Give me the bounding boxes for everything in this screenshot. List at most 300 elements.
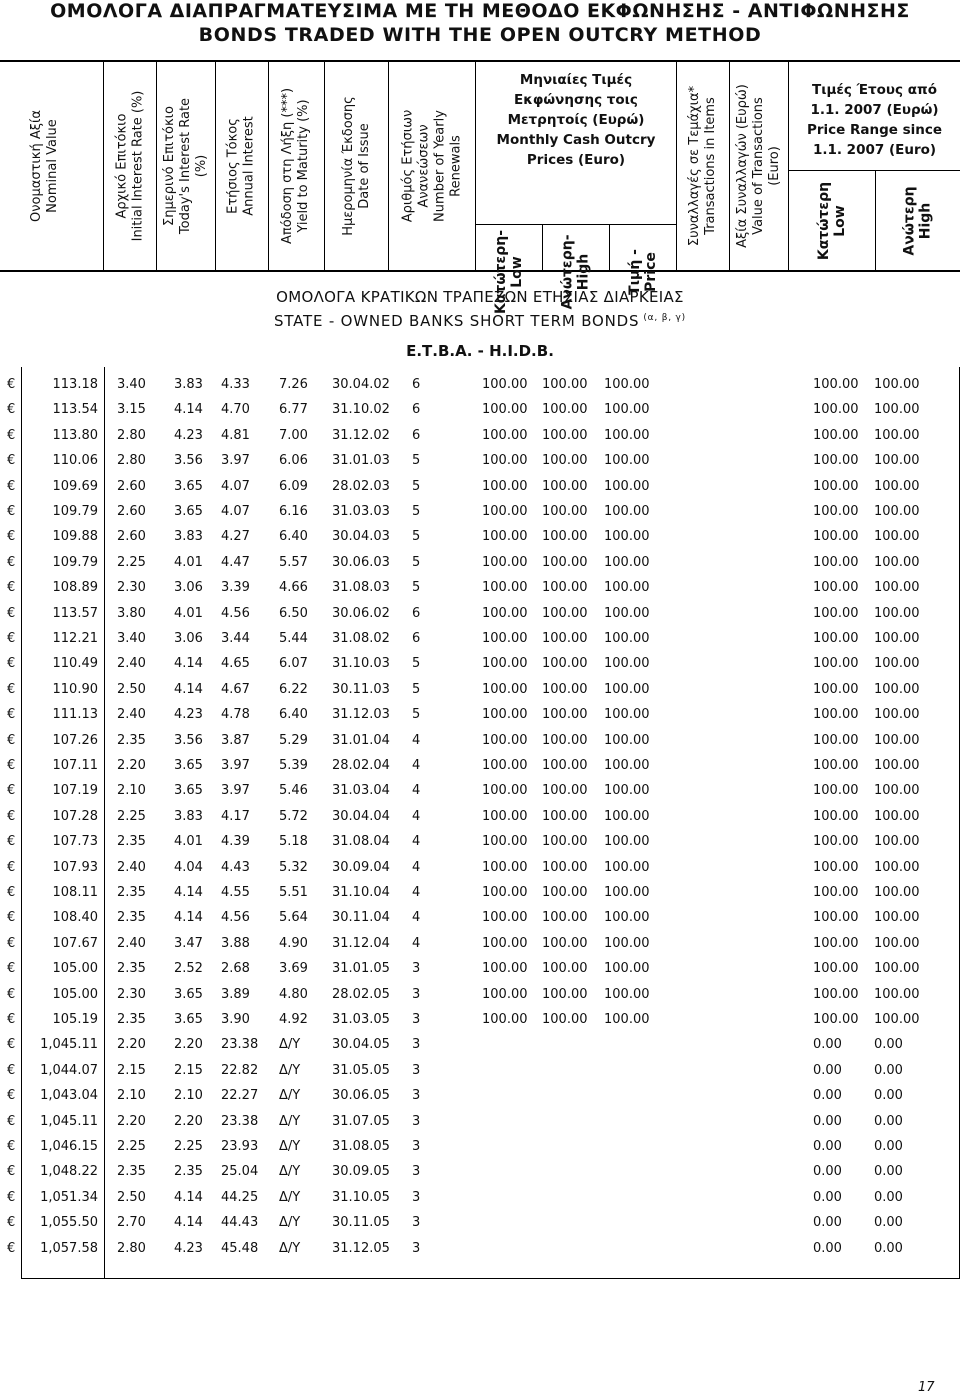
cell-renewals: 3 xyxy=(412,1164,421,1180)
cell-monthly-low: 100.00 xyxy=(482,504,528,519)
cell-annual-interest: 3.87 xyxy=(221,732,250,748)
cell-annual-interest: 4.43 xyxy=(221,859,250,875)
cell-annual-interest: 4.07 xyxy=(221,504,250,519)
cell-initial-rate: 2.40 xyxy=(117,656,146,672)
cell-initial-rate: 2.30 xyxy=(117,580,146,596)
cell-renewals: 6 xyxy=(412,631,421,646)
cell-monthly-high: 100.00 xyxy=(542,529,588,545)
euro-symbol: € xyxy=(7,1062,16,1078)
cell-yield: Δ/Υ xyxy=(279,1062,301,1078)
page-subtitle: BONDS TRADED WITH THE OPEN OUTCRY METHOD xyxy=(198,24,762,46)
cell-renewals: 5 xyxy=(412,529,421,545)
cell-todays-rate: 3.56 xyxy=(174,732,203,748)
cell-price: 100.00 xyxy=(604,1012,650,1027)
cell-year-high: 0.00 xyxy=(874,1113,903,1129)
cell-issue-date: 31.12.05 xyxy=(332,1240,390,1256)
cell-year-high: 100.00 xyxy=(874,453,920,469)
euro-symbol: € xyxy=(7,961,16,977)
cell-issue-date: 31.08.03 xyxy=(332,580,390,596)
cell-price: 100.00 xyxy=(604,402,650,418)
cell-nominal-value: 111.13 xyxy=(52,707,98,723)
cell-annual-interest: 3.89 xyxy=(221,986,250,1002)
table-row xyxy=(0,1209,960,1234)
euro-symbol: € xyxy=(7,1189,16,1205)
table-row xyxy=(0,1235,960,1260)
cell-year-low: 100.00 xyxy=(813,631,859,646)
cell-yield: 4.80 xyxy=(279,986,308,1002)
cell-year-high: 100.00 xyxy=(874,529,920,545)
cell-price: 100.00 xyxy=(604,554,650,570)
euro-symbol: € xyxy=(7,656,16,672)
cell-monthly-low: 100.00 xyxy=(482,910,528,926)
cell-issue-date: 30.11.05 xyxy=(332,1215,390,1231)
cell-year-high: 0.00 xyxy=(874,1037,903,1053)
cell-monthly-low: 100.00 xyxy=(482,681,528,697)
cell-yield: 4.92 xyxy=(279,1012,308,1027)
cell-year-low: 100.00 xyxy=(813,732,859,748)
cell-issue-date: 31.01.04 xyxy=(332,732,390,748)
euro-symbol: € xyxy=(7,1088,16,1104)
cell-todays-rate: 2.20 xyxy=(174,1113,203,1129)
euro-symbol: € xyxy=(7,1037,16,1053)
cell-nominal-value: 108.40 xyxy=(52,910,98,926)
cell-annual-interest: 4.70 xyxy=(221,402,250,418)
cell-monthly-high: 100.00 xyxy=(542,504,588,519)
cell-renewals: 5 xyxy=(412,707,421,723)
cell-initial-rate: 2.80 xyxy=(117,453,146,469)
header-year-high: Ανώτερη High xyxy=(901,186,934,256)
cell-monthly-low: 100.00 xyxy=(482,834,528,850)
cell-issue-date: 31.10.05 xyxy=(332,1189,390,1205)
table-row xyxy=(0,1031,960,1056)
cell-nominal-value: 113.54 xyxy=(52,402,98,418)
cell-yield: Δ/Υ xyxy=(279,1189,301,1205)
cell-monthly-low: 100.00 xyxy=(482,478,528,494)
header-price: Τιμή - Price xyxy=(627,249,659,295)
euro-symbol: € xyxy=(7,427,16,443)
cell-nominal-value: 1,044.07 xyxy=(40,1062,98,1078)
cell-monthly-low: 100.00 xyxy=(482,656,528,672)
table-row xyxy=(0,676,960,701)
euro-symbol: € xyxy=(7,554,16,570)
cell-nominal-value: 110.90 xyxy=(52,681,98,697)
cell-year-high: 100.00 xyxy=(874,631,920,646)
table-row xyxy=(0,1108,960,1133)
cell-initial-rate: 2.50 xyxy=(117,681,146,697)
cell-todays-rate: 4.14 xyxy=(174,1189,203,1205)
cell-monthly-high: 100.00 xyxy=(542,554,588,570)
cell-price: 100.00 xyxy=(604,427,650,443)
cell-price: 100.00 xyxy=(604,986,650,1002)
cell-renewals: 4 xyxy=(412,935,421,951)
cell-initial-rate: 2.80 xyxy=(117,427,146,443)
cell-todays-rate: 2.25 xyxy=(174,1139,203,1154)
cell-nominal-value: 107.19 xyxy=(52,783,98,799)
cell-price: 100.00 xyxy=(604,783,650,799)
euro-symbol: € xyxy=(7,834,16,850)
cell-issue-date: 30.06.02 xyxy=(332,605,390,621)
cell-annual-interest: 3.97 xyxy=(221,453,250,469)
cell-issue-date: 31.10.04 xyxy=(332,885,390,900)
cell-nominal-value: 108.89 xyxy=(52,580,98,596)
cell-year-low: 0.00 xyxy=(813,1189,842,1205)
cell-year-low: 100.00 xyxy=(813,834,859,850)
cell-year-high: 100.00 xyxy=(874,910,920,926)
cell-monthly-low: 100.00 xyxy=(482,554,528,570)
table-row xyxy=(0,574,960,599)
cell-renewals: 6 xyxy=(412,377,421,392)
cell-issue-date: 31.03.03 xyxy=(332,504,390,519)
cell-initial-rate: 2.35 xyxy=(117,732,146,748)
cell-monthly-low: 100.00 xyxy=(482,427,528,443)
cell-monthly-high: 100.00 xyxy=(542,427,588,443)
cell-issue-date: 30.06.05 xyxy=(332,1088,390,1104)
cell-yield: 7.00 xyxy=(279,427,308,443)
cell-initial-rate: 2.60 xyxy=(117,478,146,494)
cell-renewals: 3 xyxy=(412,1215,421,1231)
cell-nominal-value: 1,043.04 xyxy=(40,1088,98,1104)
cell-initial-rate: 2.15 xyxy=(117,1062,146,1078)
cell-yield: 5.39 xyxy=(279,758,308,773)
cell-year-high: 0.00 xyxy=(874,1088,903,1104)
cell-yield: 5.64 xyxy=(279,910,308,926)
cell-price: 100.00 xyxy=(604,935,650,951)
table-row xyxy=(0,752,960,777)
cell-todays-rate: 3.83 xyxy=(174,529,203,545)
cell-yield: Δ/Υ xyxy=(279,1240,301,1256)
cell-year-high: 100.00 xyxy=(874,732,920,748)
euro-symbol: € xyxy=(7,1240,16,1256)
cell-year-low: 100.00 xyxy=(813,402,859,418)
header-renewals: Αριθμός Ετήσιων Ανανεώσεων Number of Yearly Renewals xyxy=(400,109,463,223)
cell-renewals: 4 xyxy=(412,783,421,799)
euro-symbol: € xyxy=(7,910,16,926)
cell-monthly-high: 100.00 xyxy=(542,377,588,392)
cell-initial-rate: 2.35 xyxy=(117,961,146,977)
section-title-english: STATE - OWNED BANKS SHORT TERM BONDS $^{(\alpha, \beta, \gamma)}$ xyxy=(274,312,686,330)
cell-year-high: 100.00 xyxy=(874,1012,920,1027)
cell-initial-rate: 2.35 xyxy=(117,1164,146,1180)
cell-year-high: 100.00 xyxy=(874,580,920,596)
cell-todays-rate: 3.83 xyxy=(174,808,203,824)
cell-renewals: 5 xyxy=(412,453,421,469)
cell-yield: 5.51 xyxy=(279,885,308,900)
cell-year-high: 100.00 xyxy=(874,783,920,799)
cell-initial-rate: 2.60 xyxy=(117,504,146,519)
header-year-range: Τιμές Έτους από 1.1. 2007 (Ευρώ) Price Range since 1.1. 2007 (Euro) xyxy=(806,82,943,158)
cell-yield: 5.57 xyxy=(279,554,308,570)
cell-renewals: 3 xyxy=(412,1088,421,1104)
table-row xyxy=(0,1006,960,1031)
cell-renewals: 5 xyxy=(412,656,421,672)
euro-symbol: € xyxy=(7,758,16,773)
cell-year-low: 100.00 xyxy=(813,910,859,926)
cell-annual-interest: 4.17 xyxy=(221,808,250,824)
cell-price: 100.00 xyxy=(604,529,650,545)
table-row xyxy=(0,904,960,929)
euro-symbol: € xyxy=(7,605,16,621)
cell-monthly-low: 100.00 xyxy=(482,1012,528,1027)
section-note: (α, β, γ) xyxy=(643,313,686,323)
cell-monthly-high: 100.00 xyxy=(542,681,588,697)
cell-price: 100.00 xyxy=(604,377,650,392)
cell-nominal-value: 113.18 xyxy=(52,377,98,392)
cell-price: 100.00 xyxy=(604,605,650,621)
section-title-greek: ΟΜΟΛΟΓΑ ΚΡΑΤΙΚΩΝ ΤΡΑΠΕΖΩΝ ΕΤΗΣΙΑΣ ΔΙΑΡΚΕΙΑΣ xyxy=(276,288,684,306)
cell-monthly-high: 100.00 xyxy=(542,783,588,799)
cell-year-low: 0.00 xyxy=(813,1088,842,1104)
header-high: Ανώτερη- High xyxy=(560,234,593,310)
cell-initial-rate: 2.40 xyxy=(117,859,146,875)
cell-price: 100.00 xyxy=(604,961,650,977)
cell-todays-rate: 4.14 xyxy=(174,910,203,926)
cell-nominal-value: 1,055.50 xyxy=(40,1215,98,1231)
cell-initial-rate: 2.70 xyxy=(117,1215,146,1231)
euro-symbol: € xyxy=(7,681,16,697)
cell-price: 100.00 xyxy=(604,885,650,900)
cell-year-high: 100.00 xyxy=(874,885,920,900)
cell-nominal-value: 107.26 xyxy=(52,732,98,748)
cell-initial-rate: 2.60 xyxy=(117,529,146,545)
cell-issue-date: 31.12.04 xyxy=(332,935,390,951)
cell-year-low: 100.00 xyxy=(813,580,859,596)
cell-year-high: 100.00 xyxy=(874,605,920,621)
cell-initial-rate: 2.35 xyxy=(117,910,146,926)
cell-monthly-high: 100.00 xyxy=(542,758,588,773)
cell-annual-interest: 4.78 xyxy=(221,707,250,723)
cell-monthly-high: 100.00 xyxy=(542,808,588,824)
table-row xyxy=(0,1184,960,1209)
cell-monthly-high: 100.00 xyxy=(542,402,588,418)
cell-renewals: 3 xyxy=(412,1062,421,1078)
cell-year-low: 100.00 xyxy=(813,478,859,494)
cell-yield: 6.40 xyxy=(279,707,308,723)
cell-year-low: 100.00 xyxy=(813,681,859,697)
cell-year-high: 0.00 xyxy=(874,1139,903,1154)
table-row xyxy=(0,981,960,1006)
cell-monthly-low: 100.00 xyxy=(482,605,528,621)
cell-year-low: 0.00 xyxy=(813,1037,842,1053)
cell-issue-date: 31.05.05 xyxy=(332,1062,390,1078)
table-row xyxy=(0,879,960,904)
euro-symbol: € xyxy=(7,707,16,723)
header-monthly-prices: Μηνιαίες Τιμές Εκφώνησης τοις Μετρητοίς (Ευρώ) Monthly Cash Outcry Prices (Euro) xyxy=(496,72,656,168)
table-row xyxy=(0,447,960,472)
cell-year-low: 100.00 xyxy=(813,377,859,392)
header-initial-rate: Αρχικό Επιτόκιο Initial Interest Rate (%) xyxy=(114,90,145,242)
cell-annual-interest: 3.97 xyxy=(221,758,250,773)
table-row xyxy=(0,930,960,955)
euro-symbol: € xyxy=(7,529,16,545)
cell-issue-date: 30.11.04 xyxy=(332,910,390,926)
euro-symbol: € xyxy=(7,580,16,596)
cell-monthly-high: 100.00 xyxy=(542,478,588,494)
table-row xyxy=(0,1133,960,1158)
cell-price: 100.00 xyxy=(604,631,650,646)
cell-initial-rate: 3.15 xyxy=(117,402,146,418)
cell-monthly-high: 100.00 xyxy=(542,910,588,926)
cell-monthly-low: 100.00 xyxy=(482,961,528,977)
cell-monthly-high: 100.00 xyxy=(542,453,588,469)
cell-monthly-low: 100.00 xyxy=(482,377,528,392)
cell-nominal-value: 107.73 xyxy=(52,834,98,850)
cell-annual-interest: 4.65 xyxy=(221,656,250,672)
cell-todays-rate: 4.04 xyxy=(174,859,203,875)
cell-todays-rate: 4.23 xyxy=(174,427,203,443)
cell-annual-interest: 44.25 xyxy=(221,1189,259,1205)
cell-todays-rate: 2.10 xyxy=(174,1088,203,1104)
cell-price: 100.00 xyxy=(604,834,650,850)
cell-nominal-value: 109.69 xyxy=(52,478,98,494)
cell-initial-rate: 2.35 xyxy=(117,1012,146,1027)
cell-year-low: 100.00 xyxy=(813,554,859,570)
cell-year-high: 100.00 xyxy=(874,859,920,875)
cell-initial-rate: 2.25 xyxy=(117,1139,146,1154)
cell-annual-interest: 44.43 xyxy=(221,1215,259,1231)
cell-annual-interest: 3.44 xyxy=(221,631,250,646)
cell-year-low: 100.00 xyxy=(813,504,859,519)
cell-yield: 4.90 xyxy=(279,935,308,951)
cell-annual-interest: 4.81 xyxy=(221,427,250,443)
cell-year-high: 100.00 xyxy=(874,681,920,697)
cell-todays-rate: 3.65 xyxy=(174,478,203,494)
euro-symbol: € xyxy=(7,1164,16,1180)
cell-yield: Δ/Υ xyxy=(279,1215,301,1231)
cell-yield: 5.32 xyxy=(279,859,308,875)
cell-yield: 6.16 xyxy=(279,504,308,519)
cell-issue-date: 30.09.05 xyxy=(332,1164,390,1180)
cell-renewals: 5 xyxy=(412,504,421,519)
cell-renewals: 5 xyxy=(412,478,421,494)
table-row xyxy=(0,498,960,523)
cell-todays-rate: 4.14 xyxy=(174,656,203,672)
cell-yield: 5.44 xyxy=(279,631,308,646)
cell-todays-rate: 3.65 xyxy=(174,1012,203,1027)
cell-yield: Δ/Υ xyxy=(279,1088,301,1104)
euro-symbol: € xyxy=(7,783,16,799)
cell-todays-rate: 4.01 xyxy=(174,834,203,850)
cell-price: 100.00 xyxy=(604,758,650,773)
cell-renewals: 6 xyxy=(412,402,421,418)
cell-annual-interest: 4.33 xyxy=(221,377,250,392)
cell-monthly-low: 100.00 xyxy=(482,707,528,723)
cell-initial-rate: 2.80 xyxy=(117,1240,146,1256)
cell-year-high: 100.00 xyxy=(874,961,920,977)
cell-yield: Δ/Υ xyxy=(279,1037,301,1053)
cell-year-high: 100.00 xyxy=(874,986,920,1002)
cell-year-high: 100.00 xyxy=(874,834,920,850)
cell-year-low: 100.00 xyxy=(813,605,859,621)
cell-todays-rate: 3.06 xyxy=(174,631,203,646)
cell-issue-date: 28.02.05 xyxy=(332,986,390,1002)
header-issue-date: Ημερομηνία Έκδοσης Date of Issue xyxy=(340,96,372,236)
cell-monthly-high: 100.00 xyxy=(542,859,588,875)
cell-nominal-value: 105.00 xyxy=(52,986,98,1002)
cell-yield: Δ/Υ xyxy=(279,1164,301,1180)
cell-monthly-high: 100.00 xyxy=(542,1012,588,1027)
cell-price: 100.00 xyxy=(604,808,650,824)
cell-initial-rate: 2.30 xyxy=(117,986,146,1002)
cell-issue-date: 31.10.03 xyxy=(332,656,390,672)
euro-symbol: € xyxy=(7,402,16,418)
cell-year-high: 100.00 xyxy=(874,377,920,392)
cell-price: 100.00 xyxy=(604,580,650,596)
cell-todays-rate: 4.14 xyxy=(174,885,203,900)
cell-annual-interest: 3.39 xyxy=(221,580,250,596)
table-row xyxy=(0,625,960,650)
cell-issue-date: 30.11.03 xyxy=(332,681,390,697)
header-nominal: Ονομαστική Αξία Nominal Value xyxy=(29,110,60,222)
cell-yield: 3.69 xyxy=(279,961,308,977)
cell-renewals: 3 xyxy=(412,1113,421,1129)
cell-monthly-low: 100.00 xyxy=(482,986,528,1002)
cell-year-low: 100.00 xyxy=(813,961,859,977)
cell-year-high: 100.00 xyxy=(874,808,920,824)
cell-monthly-low: 100.00 xyxy=(482,885,528,900)
cell-year-low: 0.00 xyxy=(813,1113,842,1129)
cell-monthly-high: 100.00 xyxy=(542,605,588,621)
cell-initial-rate: 3.40 xyxy=(117,631,146,646)
cell-year-low: 100.00 xyxy=(813,453,859,469)
table-row xyxy=(0,1158,960,1183)
cell-yield: 6.77 xyxy=(279,402,308,418)
cell-yield: 6.22 xyxy=(279,681,308,697)
cell-annual-interest: 3.90 xyxy=(221,1012,250,1027)
cell-price: 100.00 xyxy=(604,707,650,723)
cell-year-high: 100.00 xyxy=(874,707,920,723)
table-row xyxy=(0,1057,960,1082)
cell-nominal-value: 110.06 xyxy=(52,453,98,469)
cell-year-low: 0.00 xyxy=(813,1139,842,1154)
cell-year-high: 0.00 xyxy=(874,1062,903,1078)
cell-nominal-value: 107.93 xyxy=(52,859,98,875)
cell-yield: 6.40 xyxy=(279,529,308,545)
cell-todays-rate: 3.65 xyxy=(174,758,203,773)
cell-year-low: 100.00 xyxy=(813,783,859,799)
cell-renewals: 3 xyxy=(412,1189,421,1205)
table-row xyxy=(0,396,960,421)
cell-annual-interest: 4.56 xyxy=(221,605,250,621)
cell-initial-rate: 2.35 xyxy=(117,834,146,850)
cell-renewals: 5 xyxy=(412,681,421,697)
header-todays-rate: Σημερινό Επιτόκιο Today's Interest Rate (%) xyxy=(162,97,209,235)
cell-nominal-value: 112.21 xyxy=(52,631,98,646)
cell-todays-rate: 3.83 xyxy=(174,377,203,392)
table-row xyxy=(0,701,960,726)
cell-todays-rate: 2.52 xyxy=(174,961,203,977)
cell-year-high: 100.00 xyxy=(874,427,920,443)
cell-yield: 7.26 xyxy=(279,377,308,392)
cell-yield: 5.46 xyxy=(279,783,308,799)
cell-monthly-high: 100.00 xyxy=(542,834,588,850)
cell-initial-rate: 2.20 xyxy=(117,1037,146,1053)
euro-symbol: € xyxy=(7,935,16,951)
cell-annual-interest: 23.38 xyxy=(221,1113,259,1129)
cell-year-high: 100.00 xyxy=(874,656,920,672)
cell-nominal-value: 1,045.11 xyxy=(40,1113,98,1129)
cell-yield: 6.07 xyxy=(279,656,308,672)
cell-year-high: 100.00 xyxy=(874,504,920,519)
cell-todays-rate: 3.65 xyxy=(174,783,203,799)
cell-todays-rate: 4.01 xyxy=(174,605,203,621)
table-row xyxy=(0,727,960,752)
table-row xyxy=(0,549,960,574)
euro-symbol: € xyxy=(7,453,16,469)
cell-nominal-value: 1,046.15 xyxy=(40,1139,98,1154)
cell-monthly-low: 100.00 xyxy=(482,808,528,824)
cell-monthly-low: 100.00 xyxy=(482,631,528,646)
cell-year-low: 100.00 xyxy=(813,656,859,672)
